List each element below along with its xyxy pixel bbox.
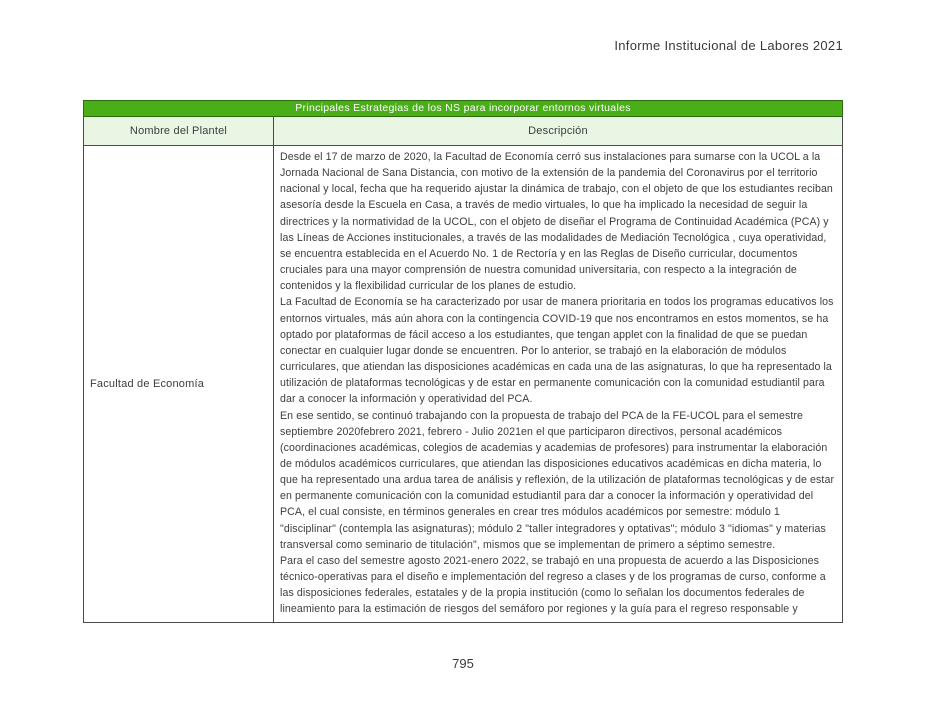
description-paragraph: La Facultad de Economía se ha caracterizado por usar de manera prioritaria en todos los programas educativos los entornos virtuales, más aún ahora con la contingencia COVID-19 que nos encontramos en estos momentos, se ha optado por plataformas de fácil acceso a los estudiantes, que tengan applet con la finalidad de que se puedan conectar en cualquier lugar donde se encuentren. Por lo anterior, se trabajó en la elaboración de módulos curriculares, que atiendan las disposiciones académicas en cada una de las asignaturas, lo que ha representado la utilización de plataformas tecnológicas y de estar en permanente comunicación con la comunidad estudiantil para dar a conocer la información y operatividad del PCA.	[280, 296, 834, 406]
page-number: 795	[452, 656, 474, 671]
table-header-row	[84, 117, 842, 146]
table-row	[84, 146, 842, 622]
strategies-table	[83, 100, 843, 623]
plantel-cell: Facultad de Economía	[84, 146, 274, 622]
description-paragraph: Desde el 17 de marzo de 2020, la Facultad de Economía cerró sus instalaciones para sumarse con la UCOL a la Jornada Nacional de Sana Distancia, con motivo de la extensión de la pandemia del Coronavirus por el territorio nacional y local, fecha que ha requerido ajustar la dinámica de trabajo, con el objeto de que los estudiantes reciban asesoría desde la Escuela en Casa, a través de medio virtuales, lo que ha implicado la necesidad de seguir la directrices y la normatividad de la UCOL, con el objeto de diseñar el Programa de Continuidad Académica (PCA) y las Líneas de Acciones institucionales, a través de las modalidades de Mediación Tecnológica , cuya operatividad, se encuentra establecida en el Acuerdo No. 1 de Rectoría y en las Reglas de Diseño curricular, documentos cruciales para una mayor comprensión de nuestra comunidad universitaria, con respecto a la integración de contenidos y la flexibilidad curricular de los planes de estudio.	[280, 151, 833, 293]
description-paragraph: En ese sentido, se continuó trabajando con la propuesta de trabajo del PCA de la FE-UCOL para el semestre septiembre 2020febrero 2021, febrero - Julio 2021en el que participaron directivos, personal académicos (coordinaciones académicas, colegios de academias y academias de profesores) para instrumentar la elaboración de módulos académicos curriculares, que atiendan las disposiciones educativos académicas en dicha materia, lo que ha representado una ardua tarea de análisis y reflexión, de la utilización de plataformas tecnológicas y de estar en permanente comunicación con la comunidad estudiantil para dar a conocer la información y operatividad del PCA, el cual consiste, en términos generales en crear tres módulos académicos por semestre: módulo 1 "disciplinar" (contempla las asignaturas); módulo 2 "taller integradores y optativas"; módulo 3 "idiomas" y materias transversal como seminario de titulación", mismos que se implementan de primero a séptimo semestre.	[280, 409, 835, 551]
column-header-descripcion: Descripción	[528, 125, 588, 137]
document-header-title: Informe Institucional de Labores 2021	[614, 38, 843, 53]
table-grid	[83, 117, 843, 623]
column-header-nombre-del-plantel: Nombre del Plantel	[84, 117, 274, 145]
description-paragraph: Para el caso del semestre agosto 2021-enero 2022, se trabajó en una propuesta de acuerdo a las Disposiciones técnico-operativas para el diseño e implementación del regreso a clases y de los programas de curso, conforme a las disposiciones federales, estatales y de la propia institución (como lo señalan los documentos federales de lineamiento para la estimación de riesgos del semáforo por regiones y la guía para el regreso responsable y	[280, 554, 826, 616]
descripcion-cell	[274, 146, 842, 622]
table-title-bar: Principales Estrategias de los NS para incorporar entornos virtuales	[83, 100, 843, 117]
